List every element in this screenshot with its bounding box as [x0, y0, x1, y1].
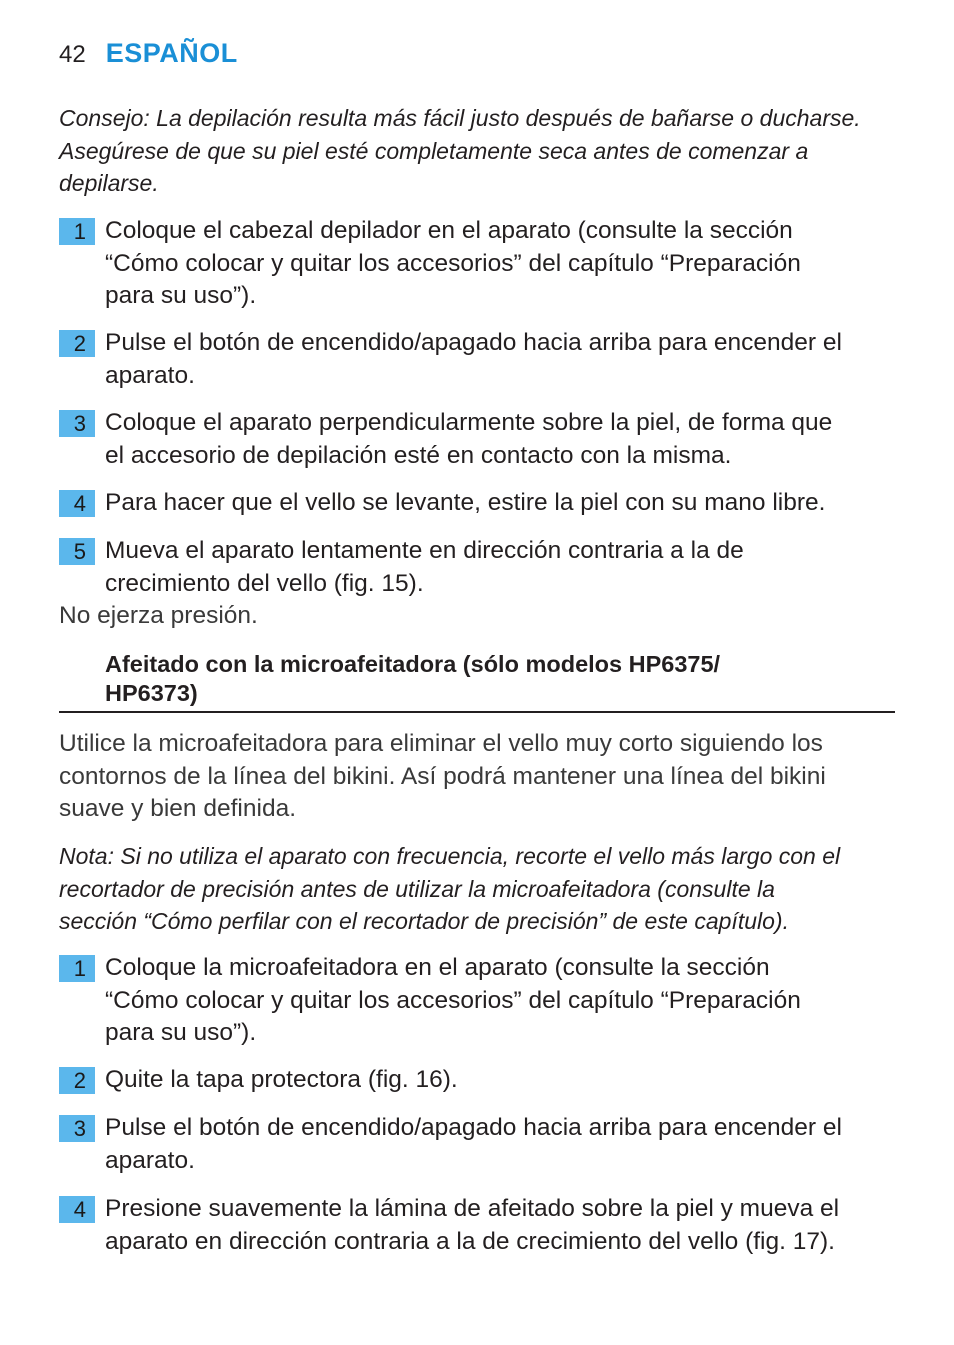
step-a-2	[59, 327, 941, 392]
step-line: Coloque la microafeitadora en el aparato (consulte la sección	[105, 954, 770, 981]
tip-line: Consejo: La depilación resulta más fácil justo después de bañarse o ducharse.	[59, 105, 861, 131]
step-line: Pulse el botón de encendido/apagado hacia arriba para encender el	[105, 329, 842, 356]
step-line: crecimiento del vello (fig. 15).	[105, 569, 424, 597]
step-number-badge: 4	[59, 490, 95, 517]
step-number-badge: 2	[59, 330, 95, 357]
step-a-1	[59, 215, 941, 313]
step-number-badge: 5	[59, 538, 95, 565]
page-number: 42	[59, 41, 86, 68]
step-line: para su uso”).	[105, 282, 257, 309]
step-number-badge: 4	[59, 1196, 95, 1223]
intro-line: contornos de la línea del bikini. Así podrá mantener una línea del bikini	[59, 762, 826, 790]
note-line: Nota: Si no utiliza el aparato con frecuencia, recorte el vello más largo con el	[59, 843, 841, 869]
note-line: sección “Cómo perfilar con el recortador de precisión” de este capítulo).	[59, 908, 789, 934]
step-number-badge: 3	[59, 1115, 95, 1142]
step-line: Quite la tapa protectora (fig. 16).	[105, 1066, 458, 1093]
page-header	[59, 38, 238, 69]
step-line: para su uso”).	[105, 1019, 257, 1046]
intro-paragraph	[59, 728, 895, 826]
step-line: Coloque el aparato perpendicularmente sobre la piel, de forma que	[105, 409, 833, 436]
step-number-badge: 3	[59, 410, 95, 437]
step-line: aparato en dirección contraria a la de crecimiento del vello (fig. 17).	[105, 1227, 835, 1255]
step-b-1	[59, 952, 941, 1050]
note-line: recortador de precisión antes de utilizar la microafeitadora (consulte la	[59, 875, 775, 902]
step-b-2	[59, 1064, 941, 1097]
step-number-badge: 1	[59, 218, 95, 245]
step-line: el accesorio de depilación esté en contacto con la misma.	[105, 441, 732, 469]
heading-line: HP6373)	[105, 680, 198, 706]
tip-line: Asegúrese de que su piel esté completamente seca antes de comenzar a	[59, 137, 809, 164]
step-line: aparato.	[105, 361, 195, 389]
step-line: Mueva el aparato lentamente en dirección contraria a la de	[105, 537, 744, 564]
step-b-4	[59, 1193, 941, 1258]
step-line: Coloque el cabezal depilador en el aparato (consulte la sección	[105, 217, 793, 244]
note-paragraph	[59, 840, 895, 938]
section-heading	[59, 650, 895, 713]
step-line: “Cómo colocar y quitar los accesorios” del capítulo “Preparación	[105, 249, 801, 277]
step-line: “Cómo colocar y quitar los accesorios” del capítulo “Preparación	[105, 986, 801, 1014]
step-line: Para hacer que el vello se levante, estire la piel con su mano libre.	[105, 489, 826, 516]
step-line: Presione suavemente la lámina de afeitado sobre la piel y mueva el	[105, 1195, 840, 1222]
heading-line: Afeitado con la microafeitadora (sólo modelos HP6375/	[105, 651, 721, 677]
step-number-badge: 1	[59, 955, 95, 982]
tip-paragraph	[59, 102, 895, 200]
tip-line: depilarse.	[59, 170, 159, 196]
step-line: Pulse el botón de encendido/apagado hacia arriba para encender el	[105, 1114, 842, 1141]
intro-line: Utilice la microafeitadora para eliminar el vello muy corto siguiendo los	[59, 730, 823, 757]
language-title: ESPAÑOL	[105, 38, 238, 68]
step-a-5	[59, 535, 941, 600]
step-a-4	[59, 487, 941, 520]
step-a-3	[59, 407, 941, 472]
step-number-badge: 2	[59, 1067, 95, 1094]
step-line: aparato.	[105, 1146, 195, 1174]
pressure-note: No ejerza presión.	[59, 602, 258, 629]
intro-line: suave y bien definida.	[59, 795, 296, 822]
step-b-3	[59, 1112, 941, 1177]
